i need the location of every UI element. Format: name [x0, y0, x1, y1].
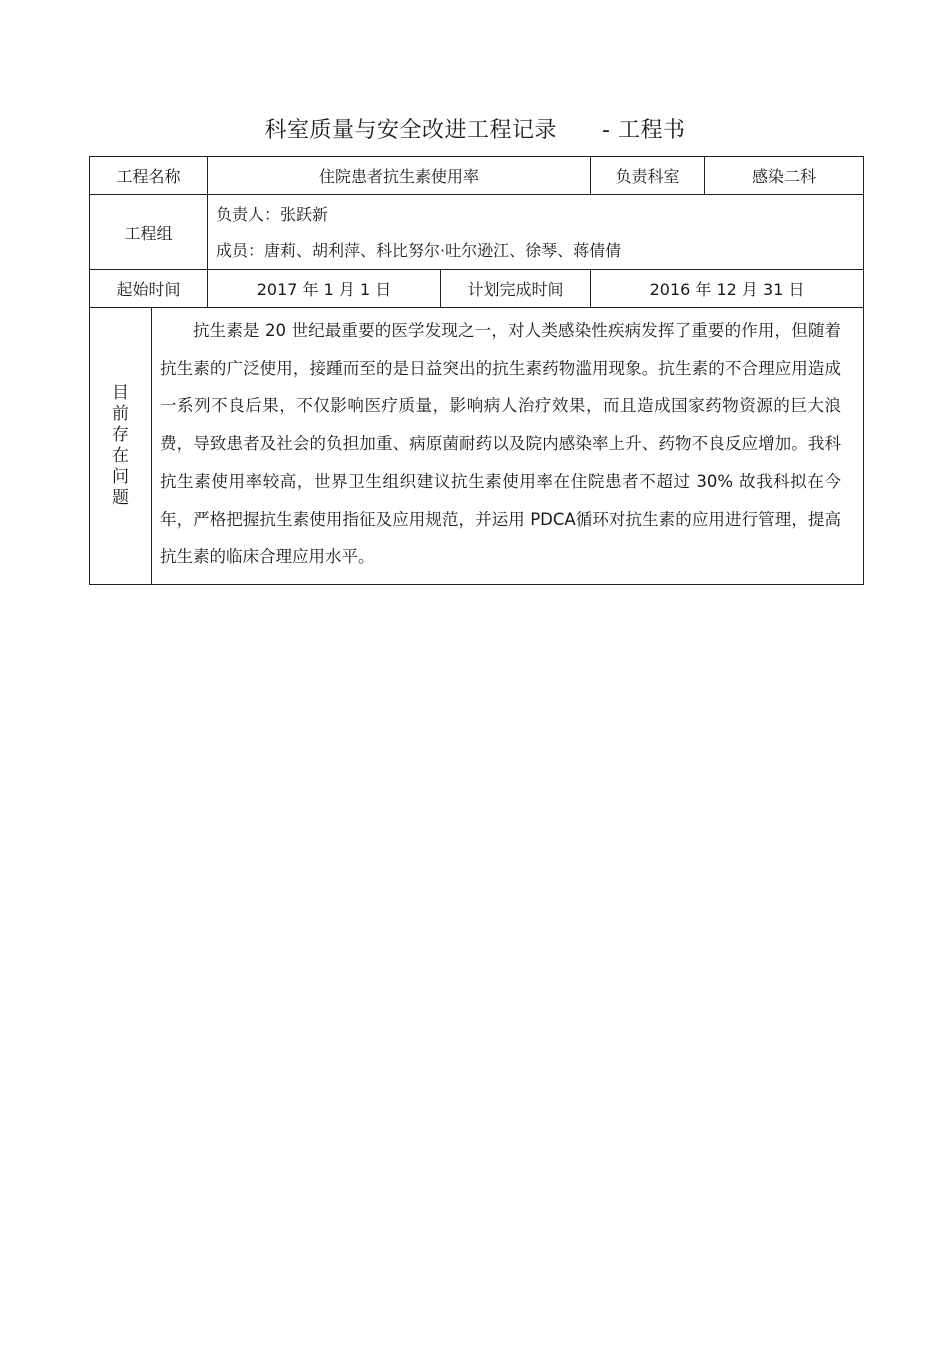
group-leader: 负责人：张跃新 — [216, 205, 329, 224]
group-cell — [208, 195, 864, 270]
issue-label: 目前存在问题 — [112, 382, 129, 508]
project-form-table — [89, 156, 864, 585]
plan-time-value: 2016 年 12 月 31 日 — [591, 270, 864, 308]
plan-time-label: 计划完成时间 — [441, 270, 591, 308]
project-name-label: 工程名称 — [90, 157, 208, 195]
issue-label-cell — [90, 308, 152, 585]
issue-cell — [152, 308, 864, 585]
group-members: 成员：唐莉、胡利萍、科比努尔·吐尔逊江、徐琴、蒋倩倩 — [216, 241, 622, 260]
start-time-value: 2017 年 1 月 1 日 — [208, 270, 441, 308]
table-row — [90, 308, 864, 585]
document-title: 科室质量与安全改进工程记录 - 工程书 — [264, 118, 686, 143]
issue-text: 抗生素是 20 世纪最重要的医学发现之一，对人类感染性疾病发挥了重要的作用，但随着抗生素的广泛使用，接踵而至的是日益突出的抗生素药物滥用现象。抗生素的不合理应用造成一系列不良后果，不仅影响医疗质量，影响病人治疗效果，而且造成国家药物资源的巨大浪费，导致患者及社会的负担加重、病原菌耐药以及院内感染率上升、药物不良反应增加。我科抗生素使用率较高，世界卫生组织建议抗生素使用率在住院患者不超过 30% 故我科拟在今年，严格把握抗生素使用指征及应用规范，并运用 PDCA循环对抗生素的应用进行管理，提高抗生素的临床合理应用水平。 — [160, 321, 842, 567]
group-label: 工程组 — [90, 195, 208, 270]
start-time-label: 起始时间 — [90, 270, 208, 308]
dept-label: 负责科室 — [591, 157, 705, 195]
table-row — [90, 270, 864, 308]
dept-value: 感染二科 — [705, 157, 864, 195]
project-name-value: 住院患者抗生素使用率 — [208, 157, 591, 195]
table-row — [90, 195, 864, 270]
